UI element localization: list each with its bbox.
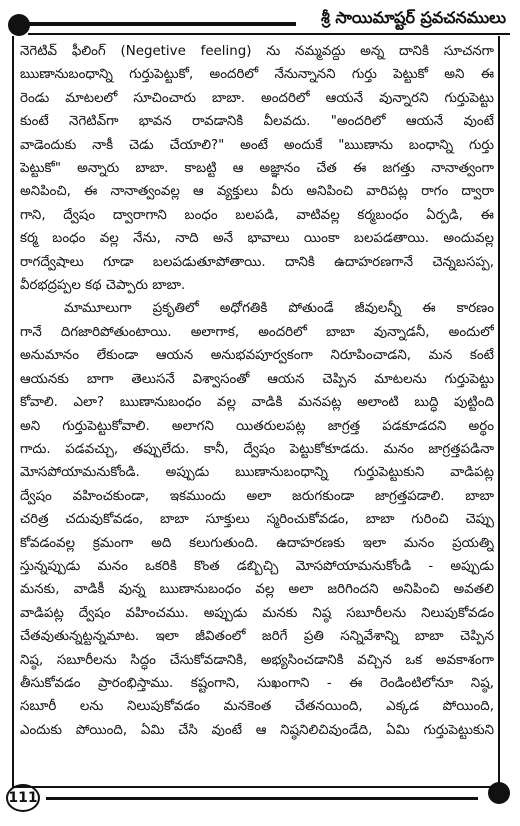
header-bullet xyxy=(8,14,30,36)
footer-bullet xyxy=(488,782,510,804)
text-line: ఋణానుబంధాన్ని గుర్తుపెట్టుకో, అందరిలో నేనున్నానని గుర్తు పెట్టుకో అని ఈ xyxy=(20,67,494,83)
text-line: కోవడంవల్ల క్రమంగా అది కలుగుతుంది. ఉదాహరణకు ఇలా మనం ప్రయత్ని xyxy=(20,535,494,551)
text-line: కోవాలి. ఎలా? ఋణానుబంధం వల్ల వాడికి మనపట్ల అలాంటి బుద్ధి పుట్టింది xyxy=(20,395,494,411)
text-line: వాడెందుకు నాకీ చెడు చేయాలి?" అంటే అందుకే "ఋణాను బంధాన్ని గుర్తు xyxy=(20,137,494,153)
text-line: మనకు, వాడికీ వున్న ఋణానుబంధం వల్ల అలా జరిగిందని అనిపించి అవతలి xyxy=(20,582,494,598)
text-line: వాడిపట్ల ద్వేషం వహించము. అప్పుడు మనకు నిష్ఠ సబూరీలను నిలుపుకోవడం xyxy=(20,605,494,621)
text-line: గాదు. పడవచ్చు, తప్పులేదు. కానీ, ద్వేషం పెట్టుకోకూడదు. మనం జాగ్రత్తపడినా xyxy=(20,441,494,457)
text-line: ద్వేషం వహించకుండా, ఇకముందు అలా జరుగకుండా జాగ్రత్తపడాలి. బాబా xyxy=(20,488,494,504)
text-line: తీసుకోవడం ప్రారంభిస్తాము. కష్టంగాని, సుఖంగాని - ఈ రెండింటిలోనూ నిష్ఠ, xyxy=(20,675,494,691)
paragraph-2 xyxy=(20,297,494,742)
text-line: అనిపించి, ఈ నానాత్వంవల్ల ఆ వ్యక్తులు వీరు అనిపించి వారిపట్ల రాగం ద్వారా xyxy=(20,184,494,200)
text-line: పెట్టుకో" అన్నారు బాబా. కాబట్టి ఆ అజ్ఞానం చేత ఈ జగత్తు నానాత్వంగా xyxy=(20,161,494,177)
text-line: కుంటే నెగెటివ్‌గా భావన రావడానికి వీలవదు. "అందరిలో ఆయనే వుంటే xyxy=(20,114,494,130)
text-line: సబూరీ లను నిలుపుకోవడం మనకెంత చేతనయింది, ఎక్కడ పోయింది, xyxy=(20,699,494,715)
text-line: అనుమానం లేకుండా ఆయన అనుభవపూర్వకంగా నిరూపించాడని, మన కంటే xyxy=(20,348,494,364)
text-line: మామూలుగా ప్రకృతిలో అధోగతికి పోతుండే జీవులన్నీ ఈ కారణం xyxy=(64,301,494,317)
header-rule xyxy=(28,22,296,26)
text-line: కర్మ బంధం వల్ల నేను, నాది అనే భావాలు యింకా బలపడతాయి. అందువల్ల xyxy=(20,231,494,247)
text-line: నెగెటివ్ ఫీలింగ్ (Negetive feeling) ను నమ్మవద్దు అన్న దానికి సూచనగా xyxy=(20,44,494,59)
running-header-title: శ్రీ సాయిమాష్టర్ ప్రవచనములు xyxy=(321,8,506,27)
text-line: చేతవుతున్నట్టన్నమాట. ఇలా జీవితంలో జరిగే ప్రతి సన్నివేశాన్ని బాబా చెప్పిన xyxy=(20,629,494,645)
text-line: అని గుర్తుపెట్టుకోవాలి. అలాగని యితరులపట్ల జాగ్రత్త పడకూడదని అర్థం xyxy=(20,418,494,434)
text-line: రాగద్వేషాలు గూడా బలపడుతూపోతాయి. దానికి ఉదాహరణగానే చెన్నబసప్ప, xyxy=(20,254,494,270)
text-line: నిష్ఠ, సబూరీలను సిద్ధం చేసుకోవడానికి, అభ్యసించడానికి వచ్చిన ఒక అవకాశంగా xyxy=(20,652,494,668)
text-line: చరిత్ర చదువుకోవడం, బాబా సూక్తులు స్మరించుకోవడం, బాబా గురించి చెప్పు xyxy=(20,512,494,528)
text-line: గాని, ద్వేషం ద్వారాగాని బంధం బలపడి, వాటివల్ల కర్మబంధం ఏర్పడి, ఈ xyxy=(20,207,494,223)
text-line: ఆయనకు బాగా తెలుసనే విశ్వాసంతో ఆయన చెప్పిన మాటలను గుర్తుపెట్టు xyxy=(20,371,494,387)
footer-rule xyxy=(46,797,478,800)
text-line: రెండు మాటలలో సూచించారు బాబా. అందరిలో ఆయనే వున్నారని గుర్తుపెట్టు xyxy=(20,90,494,106)
page-number: 111 xyxy=(6,784,40,812)
text-line: గానే దిగజారిపోతుంటాయి. అలాగాక, అందరిలో బాబా వున్నాడనీ, అందులో xyxy=(20,324,494,340)
text-line: ఎందుకు పోయింది, ఏమి చేసి వుంటే ఆ నిష్ఠనిలిచివుండేది, ఏమి గుర్తుపెట్టుకుని xyxy=(20,722,494,738)
text-line: వీరభద్రప్పల కథ చెప్పారు బాబా. xyxy=(20,278,186,294)
header-underline xyxy=(28,33,510,35)
paragraph-1 xyxy=(20,40,494,297)
text-line: స్తున్నప్పుడు మనం ఒకరికి కొంత డబ్బిచ్చి మోసపోయామనుకోండి - అప్పుడు xyxy=(20,558,494,574)
text-line: మోసపోయామనుకోండి. అప్పుడు ఋణానుబంధాన్ని గుర్తుపెట్టుకుని వాడిపట్ల xyxy=(20,465,494,481)
page-body xyxy=(20,40,494,742)
